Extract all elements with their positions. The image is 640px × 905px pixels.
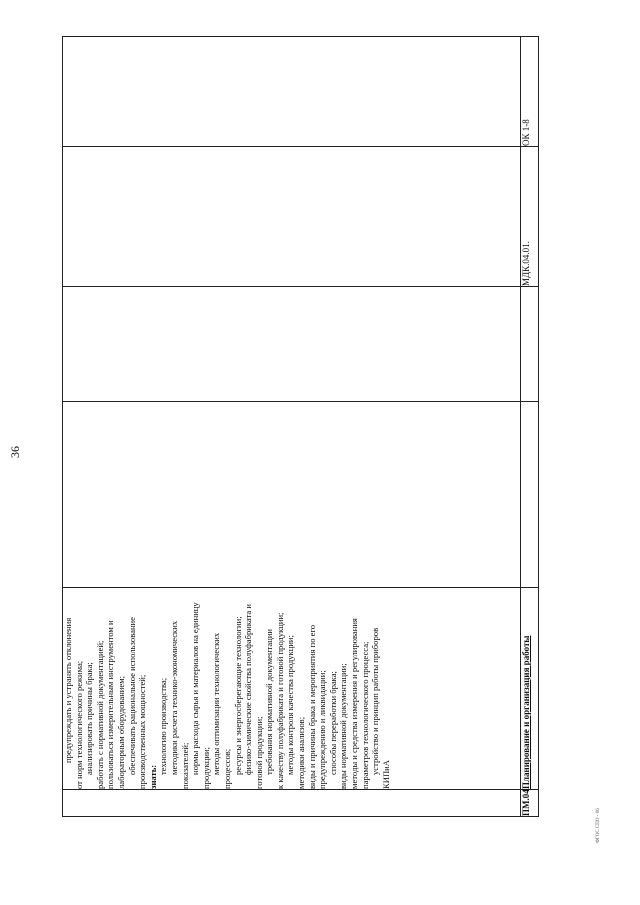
skills-line: процессов; — [221, 748, 232, 789]
empty-cell-competences — [63, 37, 521, 147]
skills-line: ресурсы и энергосберегающие технологии; — [232, 616, 243, 775]
skills-line: параметров технологического процесса; — [359, 641, 370, 789]
course-code: МДК.04.01. — [521, 147, 539, 287]
module-row — [521, 37, 539, 817]
skills-line: технологию производства; — [158, 677, 169, 775]
skills-line: к качеству полуфабриката и готовой продукции; — [274, 612, 285, 789]
content-row — [63, 37, 521, 817]
skills-line: производственных мощностей; — [137, 674, 148, 789]
skills-knowledge-cell — [63, 588, 521, 790]
skills-line: способы переработки брака; — [327, 671, 338, 775]
skills-line: анализировать причины брака; — [84, 662, 95, 775]
curriculum-table — [62, 36, 539, 817]
skills-line: показателей; — [179, 742, 190, 789]
skills-list — [63, 588, 391, 789]
competence-codes: ОК 1-8 — [521, 37, 539, 147]
skills-line: устройство и принцип работы приборов — [370, 627, 381, 775]
skills-line: физико-химические свойства полуфабриката и — [243, 604, 254, 775]
page-number: 36 — [8, 446, 22, 458]
skills-line: продукции; — [200, 747, 211, 789]
empty-cell-hours-max — [63, 402, 521, 588]
skills-line: методики анализов; — [296, 716, 307, 789]
skills-line: готовой продукции; — [253, 716, 264, 789]
skills-line: виды и причины брака и мероприятия по его — [306, 624, 317, 789]
module-empty-2 — [521, 287, 539, 402]
skills-line: предупреждать и устранять отклонения — [63, 617, 73, 763]
module-title: Планирование и организация работы — [521, 588, 539, 790]
skills-line: предупреждению и ликвидации; — [317, 670, 328, 789]
empty-cell-hours-mandatory — [63, 287, 521, 402]
empty-cell-course-index — [63, 147, 521, 287]
module-code: ПМ.04 — [521, 790, 539, 817]
skills-line: пользоваться измерительным инструментом и — [105, 620, 116, 789]
skills-line: требования нормативной документации — [264, 628, 275, 775]
footer-mark: ФГОС СПО - 06 — [596, 808, 601, 843]
skills-line: виды нормативной документации; — [338, 663, 349, 789]
skills-line: методы и средства измерения и регулирования — [349, 618, 360, 789]
skills-line: методики расчета технико-экономических — [168, 620, 179, 775]
skills-line: работать с нормативной документацией; — [94, 640, 105, 789]
index-cell — [63, 790, 521, 817]
skills-line: обеспечивать рациональное использование — [126, 617, 137, 775]
skills-line: нормы расхода сырья и материалов на единицу — [190, 602, 201, 775]
skills-line: лабораторным оборудованием; — [115, 675, 126, 789]
skills-line: знать: — [147, 764, 158, 789]
skills-line: от норм технологического режима; — [73, 660, 84, 789]
module-empty-1 — [521, 402, 539, 588]
skills-line: КИПиА — [380, 760, 391, 789]
skills-line: методы оптимизации технологических — [211, 632, 222, 775]
skills-line: методы контроля качества продукции; — [285, 635, 296, 775]
